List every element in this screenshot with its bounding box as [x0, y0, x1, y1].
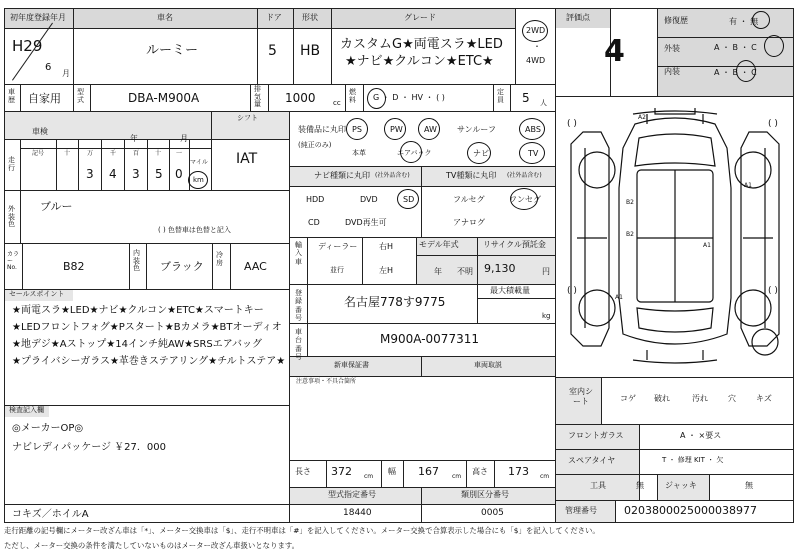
- model-year-label: モデル年式: [419, 240, 459, 249]
- equipment-sub: (純正のみ): [298, 141, 332, 149]
- color-code: B82: [63, 260, 85, 273]
- height-label: 高さ: [472, 467, 488, 476]
- load-unit: kg: [542, 312, 551, 320]
- displacement-unit: cc: [333, 99, 341, 107]
- color-change-note: ( ) 色替車は色替と記入: [158, 226, 231, 234]
- recycle-label: リサイクル預託金: [483, 240, 546, 249]
- digit-label-0: 十: [64, 150, 71, 157]
- color-code-label: カラーNo.: [7, 251, 20, 272]
- repair-options: 有 ・ 無: [729, 17, 759, 26]
- tv-fullseg: フルセグ: [453, 195, 485, 204]
- windshield-label: フロントガラス: [568, 431, 624, 440]
- interior-b-circle: [736, 60, 756, 82]
- import-left-h: 左H: [379, 266, 394, 275]
- exterior-c-circle: [764, 35, 784, 57]
- inspection-year-unit: 年: [130, 134, 138, 143]
- sales-points-label: セールスポイント: [9, 290, 65, 298]
- score-value: 4: [604, 34, 625, 69]
- reg-label: 登録番号: [295, 289, 302, 323]
- load-label: 最大積載量: [490, 286, 530, 295]
- fuel-g-circle: [367, 88, 386, 109]
- exterior-color: ブルー: [40, 200, 73, 213]
- notes-label: 注意事項・不具合箇所: [296, 378, 357, 385]
- width-unit: cm: [452, 473, 462, 480]
- inspector-label: 検査記入欄: [9, 406, 44, 414]
- seat-opt-burn: コゲ: [620, 394, 636, 403]
- digit-4: 5: [155, 167, 163, 181]
- equip-pw-circle: [384, 118, 406, 140]
- import-right-h: 右H: [379, 242, 394, 251]
- km-circle: [188, 171, 208, 189]
- score-label: 評価点: [566, 13, 590, 22]
- shift: IAT: [236, 151, 258, 167]
- car-damage-diagram: [555, 108, 795, 370]
- recycle-yen: 円: [542, 267, 550, 276]
- equip-tv: TV: [528, 149, 539, 158]
- drive-4wd: 4WD: [526, 56, 546, 65]
- doors: 5: [268, 43, 277, 59]
- reg-number: 名古屋778す9775: [344, 295, 446, 309]
- tools-label: 工具: [590, 481, 606, 490]
- drive-separator: ・: [533, 42, 541, 51]
- length-unit: cm: [364, 473, 374, 480]
- exterior-label: 外装: [664, 44, 680, 53]
- footer-line-1: 走行距離の記号欄にメーター改ざん車は「*」、メーター交換車は「$」、走行不明車は「#」を記入してください。メーター交換で合算表示した場合にも「$」を記入してください。: [4, 526, 600, 535]
- equip-abs-circle: [519, 118, 545, 140]
- equip-leather: 本革: [352, 149, 366, 157]
- grade-line1: カスタムG★両電スラ★LED: [340, 37, 503, 52]
- seat-opt-dirt: 汚れ: [692, 394, 708, 403]
- equip-aw-circle: [418, 118, 440, 140]
- navi-label: ナビ種類に丸印: [314, 171, 370, 180]
- sales-line-2: ★LEDフロントフォグ★Pスタート★Bカメラ★BTオーディオ: [12, 322, 282, 333]
- recycle-amount: 9,130: [484, 262, 516, 275]
- type-designation: 18440: [343, 508, 372, 518]
- type-designation-label: 型式指定番号: [328, 490, 376, 499]
- displacement: 1000: [285, 91, 316, 105]
- side-bracket-2: ( ): [768, 119, 778, 129]
- length-label: 長さ: [295, 467, 311, 476]
- model-name-label: 車名: [157, 13, 173, 22]
- mark-b2-lower: B2: [626, 231, 634, 238]
- import-parallel: 並行: [330, 266, 344, 274]
- navi-sd-circle: [397, 189, 419, 209]
- digit-label-2: 千: [110, 150, 117, 157]
- ac-value: AAC: [244, 260, 267, 273]
- mark-a1-side: A1: [703, 242, 711, 249]
- mileage-label: 走行: [8, 156, 15, 172]
- class-number-label: 類別区分番号: [461, 490, 509, 499]
- equip-navi: ナビ: [473, 149, 489, 158]
- first-reg-year: H29: [12, 37, 43, 55]
- shape-label: 形状: [302, 13, 318, 22]
- model-year-unknown: 不明: [457, 267, 473, 276]
- header-bar: [4, 8, 516, 28]
- first-reg-month: 6: [45, 62, 52, 73]
- equip-navi-circle: [467, 142, 491, 164]
- drive-2wd: 2WD: [526, 26, 546, 35]
- navi-cd: CD: [308, 218, 320, 227]
- equip-pw: PW: [390, 125, 403, 134]
- tools-value: 無: [636, 481, 644, 490]
- equip-airbag: エアバック: [397, 149, 432, 157]
- equip-ps-circle: [346, 118, 368, 140]
- sales-line-1: ★両電スラ★LED★ナビ★クルコン★ETC★スマートキー: [12, 305, 264, 316]
- capacity-unit: 人: [540, 99, 547, 107]
- ac-label: 冷房: [216, 251, 223, 267]
- chassis-number: M900A-0077311: [380, 332, 479, 346]
- fuel-label: 燃料: [349, 88, 356, 104]
- digit-label-3: 百: [133, 150, 140, 157]
- capacity-label: 定員: [497, 88, 504, 104]
- model-type-label: 型式: [77, 88, 84, 104]
- inspector-bottom: コキズ／ホイルA: [12, 509, 89, 520]
- height-unit: cm: [540, 473, 550, 480]
- doors-label: ドア: [266, 13, 282, 22]
- equip-aw: AW: [424, 125, 437, 134]
- interior-label: 内装: [664, 67, 680, 76]
- sales-line-3: ★地デジ★Aストップ★14インチ純AW★SRSエアバッグ: [12, 339, 262, 350]
- equip-sunroof: サンルーフ: [457, 125, 496, 134]
- chassis-label: 車台番号: [295, 328, 302, 362]
- height-value: 173: [508, 465, 529, 478]
- grade-label: グレード: [404, 13, 436, 22]
- mark-b2-upper: B2: [626, 199, 634, 206]
- equipment-label: 装備品に丸印: [298, 125, 346, 134]
- inspector-line-1: ◎メーカーOP◎: [12, 423, 84, 434]
- tv-oneseg-circle: [510, 188, 538, 210]
- navi-hdd: HDD: [306, 195, 325, 204]
- interior-color-label: 内装色: [133, 249, 140, 273]
- class-number: 0005: [481, 508, 504, 518]
- import-label: 輸入車: [295, 241, 302, 266]
- repair-label: 修復歴: [664, 16, 688, 25]
- tv-sub: (社外品含む): [507, 172, 542, 179]
- seat-opt-tear: 破れ: [654, 394, 670, 403]
- repair-none-circle: [752, 11, 770, 29]
- seat-opt-scratch: キズ: [756, 394, 772, 403]
- equip-abs: ABS: [525, 125, 541, 134]
- mgmt-number: 0203800025000038977: [624, 504, 757, 517]
- displacement-label: 排気量: [254, 85, 261, 109]
- width-value: 167: [418, 465, 439, 478]
- digit-2: 4: [109, 167, 117, 181]
- capacity: 5: [522, 91, 530, 105]
- usage-label: 車歴: [8, 88, 15, 104]
- tv-label: TV種類に丸印: [446, 171, 497, 180]
- interior-options: A ・ B ・ C: [714, 68, 757, 77]
- mileage-symbol-label: 記号: [32, 150, 45, 157]
- digit-3: 3: [132, 167, 140, 181]
- navi-dvd: DVD: [360, 195, 378, 204]
- model-type: DBA-M900A: [128, 91, 200, 105]
- inspector-line-2: ナビレディパッケージ ￥27．000: [12, 442, 166, 453]
- equip-tv-circle: [519, 142, 545, 164]
- exterior-options: A ・ B ・ C: [714, 43, 757, 52]
- exterior-color-label: 外装色: [8, 205, 15, 229]
- digit-label-1: 万: [87, 150, 94, 157]
- equip-airbag-circle: [400, 141, 422, 163]
- mark-a1-right: A1: [744, 182, 752, 189]
- sales-line-4: ★プライバシーガラス★革巻きステアリング★チルトステア★: [12, 356, 286, 367]
- shift-label: シフト: [237, 114, 258, 122]
- spare-tire-value: T ・ 修理 KIT ・ 欠: [662, 456, 724, 464]
- model-name: ルーミー: [146, 43, 199, 58]
- inspection-month-unit: 月: [180, 134, 188, 143]
- digit-label-5: 一: [176, 150, 183, 157]
- interior-color: ブラック: [160, 260, 204, 273]
- jack-value: 無: [745, 481, 753, 490]
- navi-dvd-play: DVD再生可: [345, 218, 387, 227]
- inspection-label: 車検: [32, 127, 48, 136]
- shape: HB: [300, 43, 321, 59]
- tv-analog: アナログ: [453, 218, 485, 227]
- km-label: km: [193, 176, 204, 184]
- jack-label: ジャッキ: [665, 481, 697, 490]
- model-year-unit: 年: [434, 267, 442, 276]
- seat-label: 室内シート: [569, 387, 593, 407]
- drive-2wd-circle: [522, 20, 548, 42]
- navi-sd: SD: [403, 195, 415, 204]
- vehicle-manual: 車両取説: [474, 361, 502, 369]
- spare-tire-label: スペアタイヤ: [568, 456, 616, 465]
- equip-ps: PS: [352, 125, 362, 134]
- digit-label-4: 十: [155, 150, 162, 157]
- guarantee-bg: [290, 356, 556, 376]
- footer-line-2: ただし、メーター交換の条件を満たしていないものはメーター改ざん車扱いとなります。: [4, 541, 300, 550]
- tv-oneseg: ワンセグ: [509, 195, 541, 204]
- grade-line2: ★ナビ★クルコン★ETC★: [345, 54, 494, 69]
- month-unit: 月: [62, 69, 70, 78]
- seat-opt-hole: 穴: [728, 394, 736, 403]
- windshield-value: A ・ ×要ス: [680, 431, 722, 440]
- new-car-guarantee: 新車保証書: [334, 361, 369, 369]
- first-reg-label: 初年度登録年月: [10, 13, 66, 22]
- mile-label: マイル: [190, 159, 208, 166]
- side-bracket-4: ( ): [768, 286, 778, 296]
- side-bracket-1: ( ): [567, 119, 577, 129]
- width-label: 幅: [388, 467, 396, 476]
- mgmt-number-label: 管理番号: [565, 506, 597, 515]
- mark-a1-rear: A1: [615, 294, 623, 301]
- digit-5: 0: [175, 167, 183, 181]
- navi-sub: (社外品含む): [375, 172, 410, 179]
- import-dealer: ディーラー: [318, 242, 358, 251]
- digit-1: 3: [86, 167, 94, 181]
- length-value: 372: [331, 465, 352, 478]
- mark-a2: A2: [638, 114, 646, 121]
- fuel-options: G ・ D ・ HV ・ ( ): [373, 93, 445, 102]
- usage: 自家用: [28, 92, 61, 105]
- side-bracket-3: ( ): [567, 286, 577, 296]
